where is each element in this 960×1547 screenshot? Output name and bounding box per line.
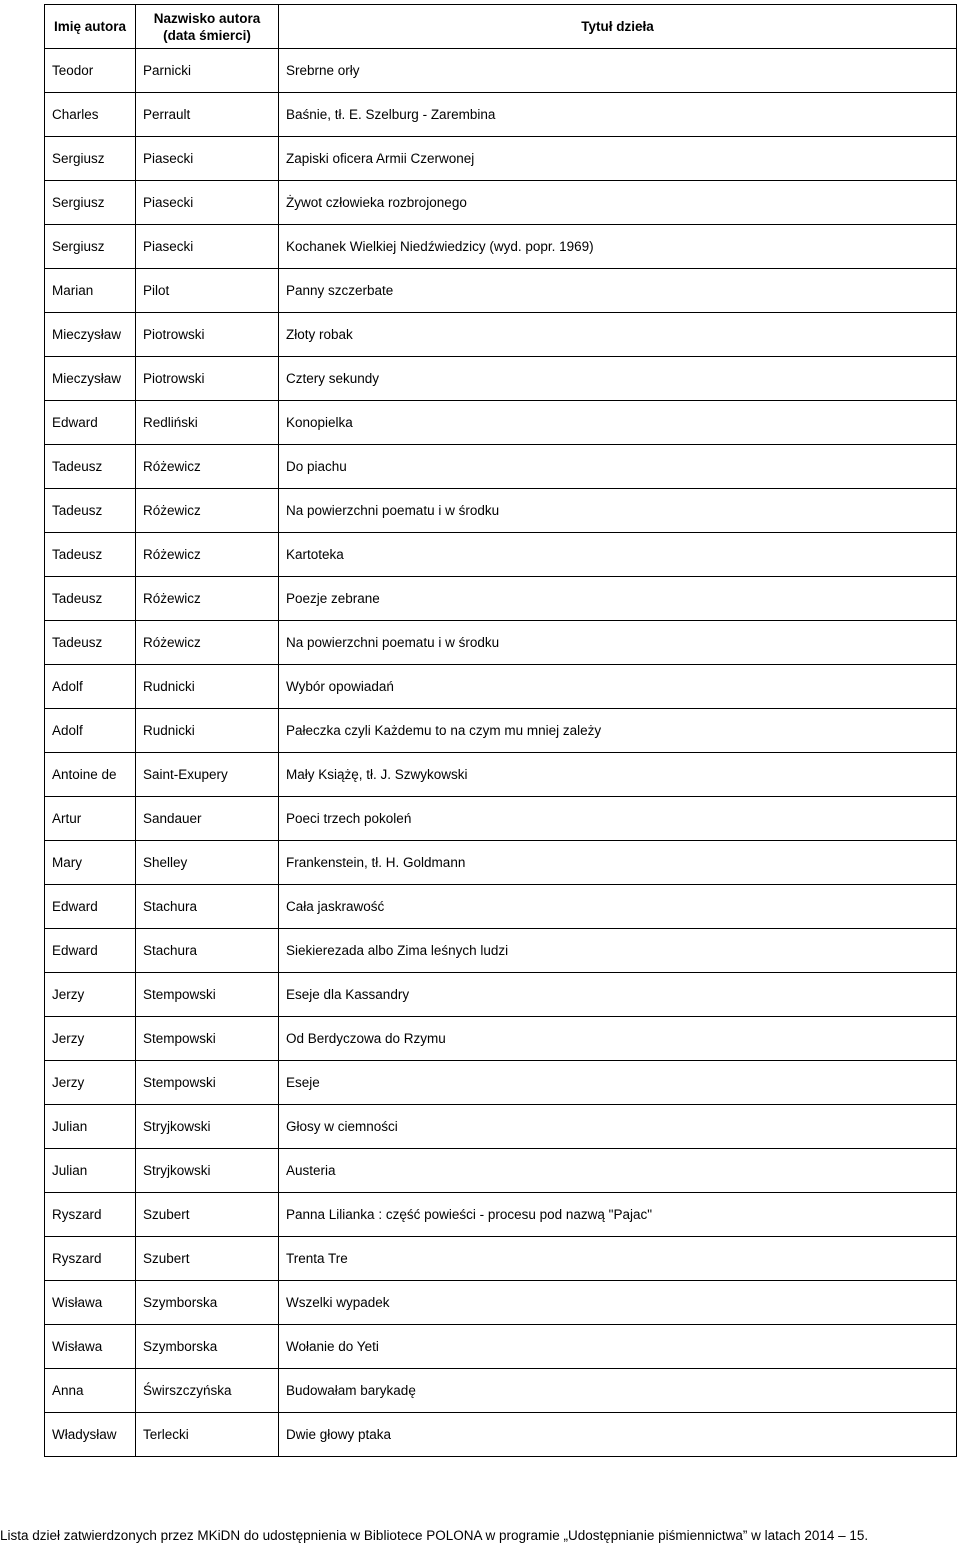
author-first-name-cell: Jerzy: [45, 1017, 136, 1061]
table-row: [45, 709, 957, 753]
work-title-cell: Konopielka: [279, 401, 957, 445]
author-first-name-cell: Wisława: [45, 1325, 136, 1369]
table-row: [45, 1237, 957, 1281]
author-first-name-cell: Ryszard: [45, 1237, 136, 1281]
table-row: [45, 93, 957, 137]
author-first-name-cell: Jerzy: [45, 973, 136, 1017]
work-title-cell: Złoty robak: [279, 313, 957, 357]
work-title-cell: Budowałam barykadę: [279, 1369, 957, 1413]
author-last-name-cell: Redliński: [136, 401, 279, 445]
author-first-name-cell: Antoine de: [45, 753, 136, 797]
author-first-name-cell: Charles: [45, 93, 136, 137]
author-last-name-cell: Pilot: [136, 269, 279, 313]
table-row: [45, 1281, 957, 1325]
author-first-name-cell: Tadeusz: [45, 489, 136, 533]
table-body: [45, 49, 957, 1457]
column-header-last-name: [136, 5, 279, 49]
author-last-name-cell: Stachura: [136, 885, 279, 929]
work-title-cell: Kochanek Wielkiej Niedźwiedzicy (wyd. popr. 1969): [279, 225, 957, 269]
author-first-name-cell: Sergiusz: [45, 181, 136, 225]
author-first-name-cell: Julian: [45, 1149, 136, 1193]
table-row: [45, 49, 957, 93]
table-header-row: [45, 5, 957, 49]
author-first-name-cell: Edward: [45, 885, 136, 929]
work-title-cell: Baśnie, tł. E. Szelburg - Zarembina: [279, 93, 957, 137]
author-first-name-cell: Marian: [45, 269, 136, 313]
work-title-cell: Frankenstein, tł. H. Goldmann: [279, 841, 957, 885]
work-title-cell: Cztery sekundy: [279, 357, 957, 401]
work-title-cell: Na powierzchni poematu i w środku: [279, 621, 957, 665]
work-title-cell: Eseje: [279, 1061, 957, 1105]
table-row: [45, 929, 957, 973]
author-first-name-cell: Mieczysław: [45, 313, 136, 357]
author-last-name-cell: Perrault: [136, 93, 279, 137]
work-title-cell: Poezje zebrane: [279, 577, 957, 621]
work-title-cell: Siekierezada albo Zima leśnych ludzi: [279, 929, 957, 973]
table-row: [45, 313, 957, 357]
table-row: [45, 1061, 957, 1105]
works-table-container: [44, 4, 956, 1457]
author-last-name-cell: Różewicz: [136, 621, 279, 665]
work-title-cell: Wybór opowiadań: [279, 665, 957, 709]
author-first-name-cell: Adolf: [45, 709, 136, 753]
work-title-cell: Głosy w ciemności: [279, 1105, 957, 1149]
work-title-cell: Wołanie do Yeti: [279, 1325, 957, 1369]
table-row: [45, 401, 957, 445]
author-last-name-cell: Terlecki: [136, 1413, 279, 1457]
author-last-name-cell: Różewicz: [136, 489, 279, 533]
author-last-name-cell: Różewicz: [136, 533, 279, 577]
work-title-cell: Trenta Tre: [279, 1237, 957, 1281]
table-row: [45, 665, 957, 709]
work-title-cell: Wszelki wypadek: [279, 1281, 957, 1325]
author-last-name-cell: Szubert: [136, 1237, 279, 1281]
author-last-name-cell: Piotrowski: [136, 313, 279, 357]
column-header-last-name-line2: (data śmierci): [163, 27, 251, 43]
column-header-first-name: Imię autora: [45, 5, 136, 49]
column-header-last-name-line1: Nazwisko autora: [153, 10, 261, 26]
work-title-cell: Austeria: [279, 1149, 957, 1193]
author-last-name-cell: Szubert: [136, 1193, 279, 1237]
author-last-name-cell: Rudnicki: [136, 709, 279, 753]
work-title-cell: Żywot człowieka rozbrojonego: [279, 181, 957, 225]
table-row: [45, 841, 957, 885]
author-first-name-cell: Edward: [45, 401, 136, 445]
table-row: [45, 797, 957, 841]
table-row: [45, 1325, 957, 1369]
author-first-name-cell: Tadeusz: [45, 445, 136, 489]
table-row: [45, 357, 957, 401]
table-row: [45, 489, 957, 533]
author-last-name-cell: Shelley: [136, 841, 279, 885]
work-title-cell: Mały Książę, tł. J. Szwykowski: [279, 753, 957, 797]
author-last-name-cell: Świrszczyńska: [136, 1369, 279, 1413]
work-title-cell: Na powierzchni poematu i w środku: [279, 489, 957, 533]
author-last-name-cell: Różewicz: [136, 445, 279, 489]
work-title-cell: Srebrne orły: [279, 49, 957, 93]
author-last-name-cell: Parnicki: [136, 49, 279, 93]
table-row: [45, 885, 957, 929]
author-last-name-cell: Stachura: [136, 929, 279, 973]
table-row: [45, 1149, 957, 1193]
work-title-cell: Panny szczerbate: [279, 269, 957, 313]
author-last-name-cell: Stryjkowski: [136, 1149, 279, 1193]
work-title-cell: Pałeczka czyli Każdemu to na czym mu mniej zależy: [279, 709, 957, 753]
work-title-cell: Do piachu: [279, 445, 957, 489]
author-last-name-cell: Rudnicki: [136, 665, 279, 709]
author-first-name-cell: Tadeusz: [45, 621, 136, 665]
table-row: [45, 225, 957, 269]
author-last-name-cell: Stempowski: [136, 1017, 279, 1061]
author-first-name-cell: Anna: [45, 1369, 136, 1413]
author-first-name-cell: Mieczysław: [45, 357, 136, 401]
author-last-name-cell: Saint-Exupery: [136, 753, 279, 797]
author-last-name-cell: Szymborska: [136, 1281, 279, 1325]
table-row: [45, 533, 957, 577]
author-first-name-cell: Sergiusz: [45, 137, 136, 181]
author-first-name-cell: Jerzy: [45, 1061, 136, 1105]
author-first-name-cell: Edward: [45, 929, 136, 973]
table-row: [45, 181, 957, 225]
author-last-name-cell: Stryjkowski: [136, 1105, 279, 1149]
table-row: [45, 1413, 957, 1457]
table-row: [45, 753, 957, 797]
author-last-name-cell: Stempowski: [136, 973, 279, 1017]
work-title-cell: Dwie głowy ptaka: [279, 1413, 957, 1457]
table-row: [45, 1193, 957, 1237]
work-title-cell: Poeci trzech pokoleń: [279, 797, 957, 841]
table-row: [45, 1369, 957, 1413]
author-first-name-cell: Julian: [45, 1105, 136, 1149]
author-first-name-cell: Wisława: [45, 1281, 136, 1325]
table-row: [45, 137, 957, 181]
author-last-name-cell: Stempowski: [136, 1061, 279, 1105]
table-row: [45, 1017, 957, 1061]
work-title-cell: Cała jaskrawość: [279, 885, 957, 929]
table-row: [45, 445, 957, 489]
author-last-name-cell: Piasecki: [136, 225, 279, 269]
table-row: [45, 973, 957, 1017]
work-title-cell: Eseje dla Kassandry: [279, 973, 957, 1017]
table-row: [45, 577, 957, 621]
column-header-title: Tytuł dzieła: [279, 5, 957, 49]
author-last-name-cell: Piotrowski: [136, 357, 279, 401]
author-last-name-cell: Piasecki: [136, 181, 279, 225]
author-last-name-cell: Różewicz: [136, 577, 279, 621]
works-table: [44, 4, 957, 1457]
work-title-cell: Zapiski oficera Armii Czerwonej: [279, 137, 957, 181]
author-first-name-cell: Artur: [45, 797, 136, 841]
author-last-name-cell: Szymborska: [136, 1325, 279, 1369]
author-first-name-cell: Ryszard: [45, 1193, 136, 1237]
work-title-cell: Kartoteka: [279, 533, 957, 577]
table-row: [45, 269, 957, 313]
author-first-name-cell: Tadeusz: [45, 577, 136, 621]
author-first-name-cell: Teodor: [45, 49, 136, 93]
table-row: [45, 1105, 957, 1149]
work-title-cell: Od Berdyczowa do Rzymu: [279, 1017, 957, 1061]
author-first-name-cell: Władysław: [45, 1413, 136, 1457]
table-row: [45, 621, 957, 665]
author-first-name-cell: Sergiusz: [45, 225, 136, 269]
author-first-name-cell: Adolf: [45, 665, 136, 709]
page-footer: Lista dzieł zatwierdzonych przez MKiDN do udostępnienia w Bibliotece POLONA w programie „Udostępnianie piśmiennictwa” w latach 2014 – 15.: [0, 1528, 869, 1543]
author-last-name-cell: Sandauer: [136, 797, 279, 841]
author-first-name-cell: Tadeusz: [45, 533, 136, 577]
work-title-cell: Panna Lilianka : część powieści - procesu pod nazwą "Pajac": [279, 1193, 957, 1237]
author-last-name-cell: Piasecki: [136, 137, 279, 181]
author-first-name-cell: Mary: [45, 841, 136, 885]
